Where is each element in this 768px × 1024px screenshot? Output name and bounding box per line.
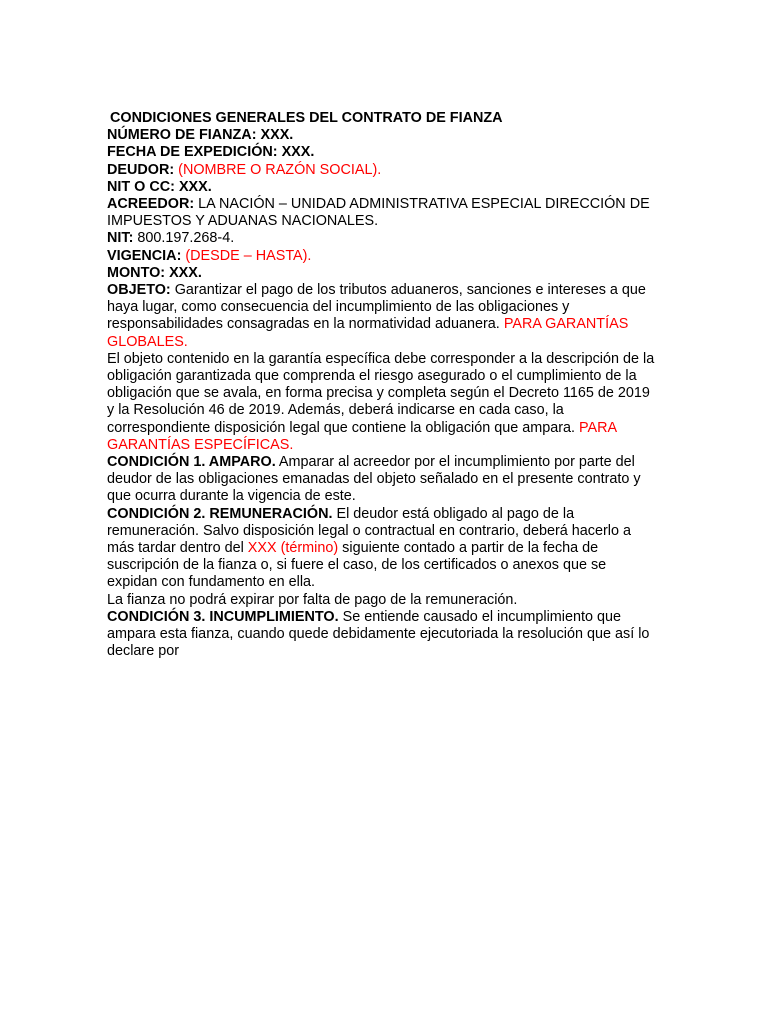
objeto-especifica-paragraph: [107, 351, 659, 454]
condicion-2-text-before: El deudor está obligado al pago de la remuneración. Salvo disposición legal o contractual en contrario, deberá hacerlo a más tardar dentro del: [107, 505, 631, 557]
contract-text: [107, 110, 659, 661]
acreedor-value: LA NACIÓN – UNIDAD ADMINISTRATIVA ESPECIAL DIRECCIÓN DE IMPUESTOS Y ADUANAS NACIONALES.: [107, 196, 650, 230]
monto-label: MONTO: XXX.: [107, 264, 202, 281]
condicion-2-text-after: siguiente contado a partir de la fecha de suscripción de la fianza o, si fuere el caso, de los certificados o anexos que se expidan con fundamento en ella.: [107, 540, 607, 591]
deudor-label: DEUDOR:: [107, 161, 175, 178]
condicion-1-label: CONDICIÓN 1. AMPARO.: [107, 454, 276, 471]
vigencia-label: VIGENCIA:: [107, 247, 182, 264]
objeto-label: OBJETO:: [107, 282, 171, 299]
nit-line: [107, 230, 659, 247]
acreedor-label: ACREEDOR:: [107, 196, 195, 213]
condicion-2-term: XXX (término): [247, 540, 339, 557]
condicion-3-paragraph: [107, 609, 659, 661]
vigencia-line: [107, 248, 659, 265]
numero-fianza-label: NÚMERO DE FIANZA: XXX.: [107, 127, 294, 144]
objeto-especifica-text: El objeto contenido en la garantía específica debe corresponder a la descripción de la obligación garantizada que comprenda el riesgo asegurado o el cumplimiento de la obligación que se avala, en forma precisa y completa según el Decreto 1165 de 2019 y la Resolución 46 de 2019. Además, deberá indicarse en cada caso, la correspondiente disposición legal que contiene la obligación que ampara.: [107, 350, 655, 436]
objeto-especifica-note: PARA GARANTÍAS ESPECÍFICAS.: [107, 419, 617, 453]
nit-cc-label: NIT O CC: XXX.: [107, 178, 212, 195]
nit-value: 800.197.268-4.: [137, 230, 235, 247]
condicion-3-text: Se entiende causado el incumplimiento que ampara esta fianza, cuando quede debidamente ejecutoriada la resolución que así lo declare por: [107, 608, 650, 660]
deudor-value: (NOMBRE O RAZÓN SOCIAL).: [178, 161, 382, 178]
fecha-expedicion-line: [107, 144, 659, 161]
condicion-2-label: CONDICIÓN 2. REMUNERACIÓN.: [107, 505, 333, 522]
nit-cc-line: [107, 179, 659, 196]
acreedor-line: [107, 196, 659, 230]
condicion-1-text: Amparar al acreedor por el incumplimiento por parte del deudor de las obligaciones emanadas del objeto señalado en el presente contrato y que ocurra durante la vigencia de este.: [107, 454, 641, 505]
numero-fianza-line: [107, 127, 659, 144]
objeto-note: PARA GARANTÍAS GLOBALES.: [107, 316, 629, 350]
nit-label: NIT:: [107, 230, 134, 247]
condicion-2-paragraph: [107, 506, 659, 592]
condicion-1-paragraph: [107, 454, 659, 506]
remuneracion-note: La fianza no podrá expirar por falta de pago de la remuneración.: [107, 591, 518, 608]
objeto-paragraph: [107, 282, 659, 351]
vigencia-value: (DESDE – HASTA).: [185, 247, 312, 264]
objeto-text: Garantizar el pago de los tributos aduaneros, sanciones e intereses a que haya lugar, como consecuencia del incumplimiento de las obligaciones y responsabilidades consagradas en la normatividad aduanera.: [107, 282, 646, 333]
document-title: CONDICIONES GENERALES DEL CONTRATO DE FIANZA: [110, 110, 503, 126]
monto-line: [107, 265, 659, 282]
deudor-line: [107, 162, 659, 179]
fecha-expedicion-label: FECHA DE EXPEDICIÓN: XXX.: [107, 144, 315, 161]
condicion-3-label: CONDICIÓN 3. INCUMPLIMIENTO.: [107, 608, 339, 625]
